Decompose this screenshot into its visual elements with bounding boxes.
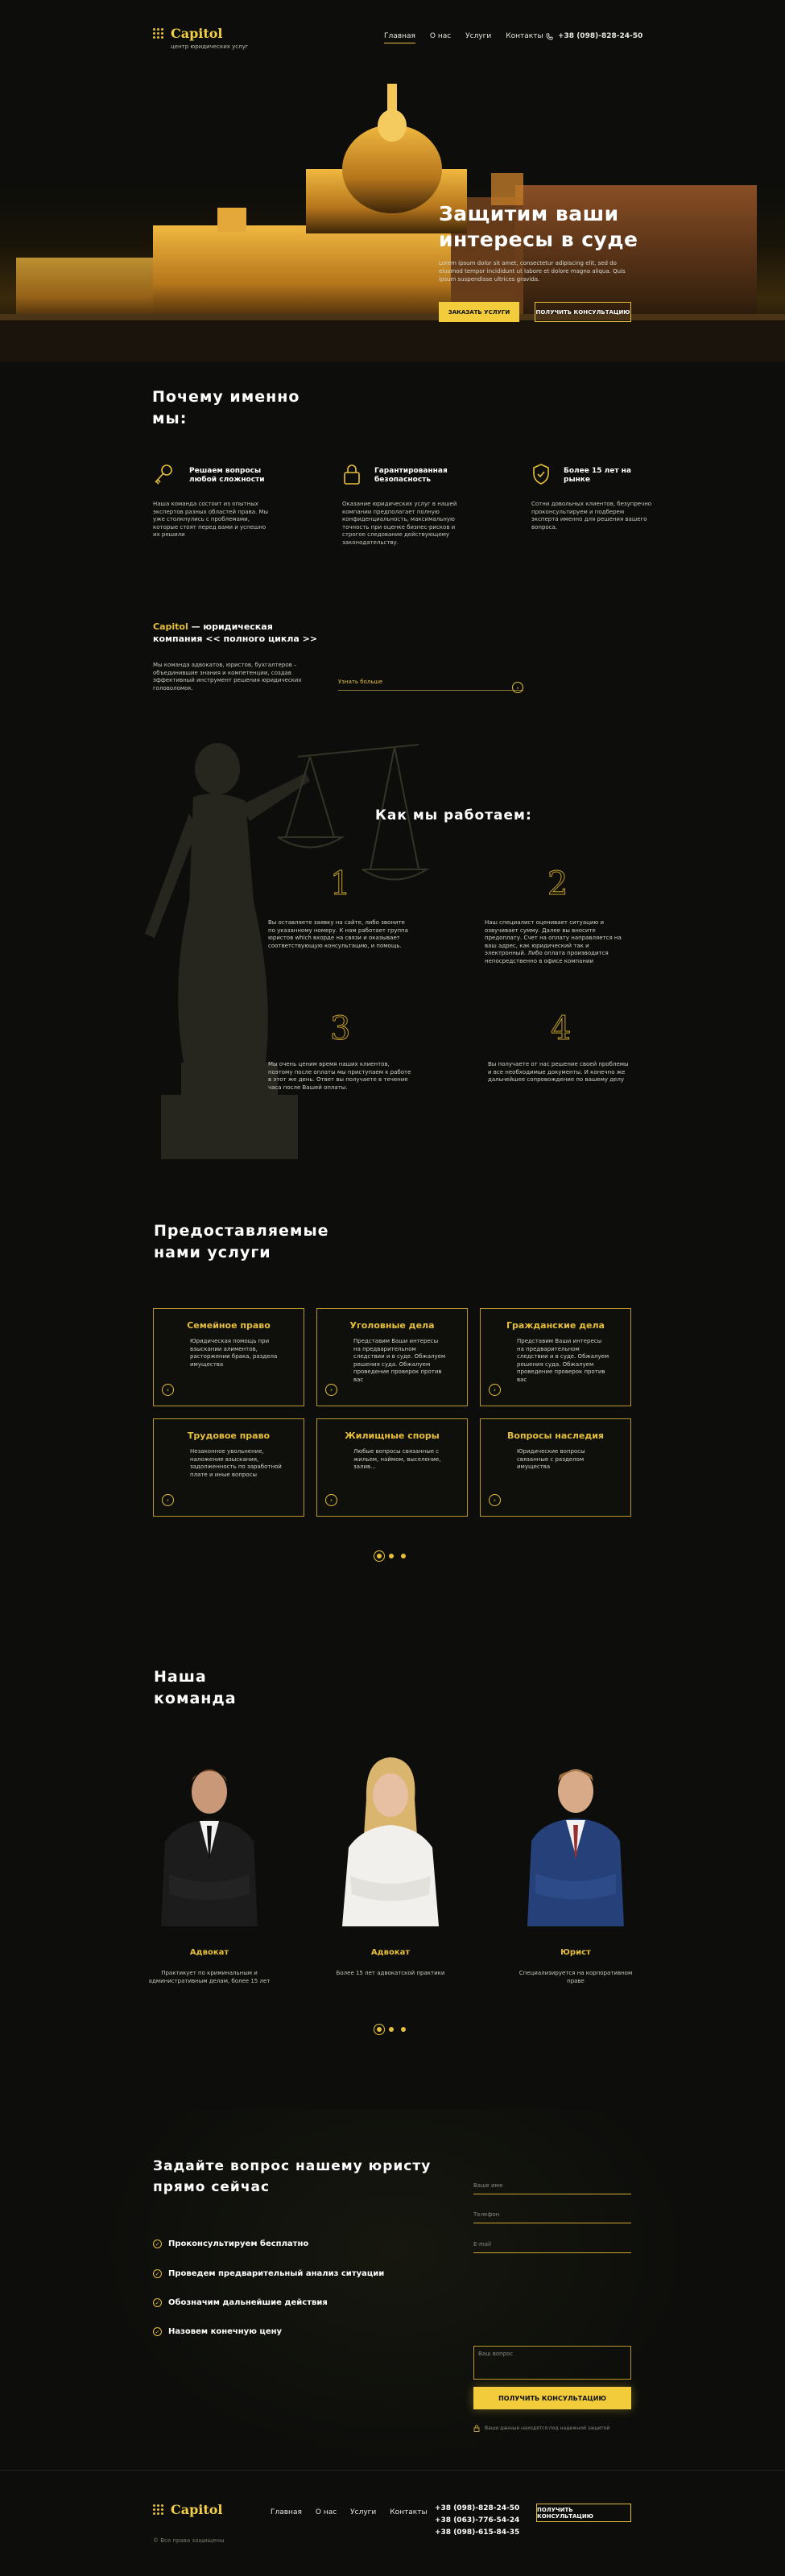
footer-nav [271,2508,428,2516]
benefit-item-4 [153,2327,282,2336]
service-card-title: Жилищные споры [345,1430,440,1441]
submit-consultation-button[interactable]: ПОЛУЧИТЬ КОНСУЛЬТАЦИЮ [473,2387,631,2409]
hero-title-line1: Защитим ваши [439,202,619,225]
email-field[interactable]: E-mail [473,2241,631,2253]
arrow-right-icon[interactable]: › [325,1494,337,1506]
pagination-dot[interactable] [389,1554,394,1558]
nav-services[interactable]: Услуги [465,32,492,40]
step-text-1: Вы оставляете заявку на сайте, либо звоните по указанному номеру. К нам работает группа юристов which вхорде на связи и оказывает соответствующую консультацию, и помощь. [268,919,408,949]
privacy-note [473,2425,609,2432]
service-card-title: Вопросы наследия [507,1430,604,1441]
check-icon: ✓ [153,2327,162,2336]
service-card-text: Любые вопросы связанные с жильем, наймом, выселение, залив... [353,1448,441,1470]
services-pagination [377,1554,406,1558]
footer-phone-3[interactable]: +38 (098)-615-84-35 [435,2529,520,2537]
lock-icon [342,463,362,485]
services-title [154,1220,329,1264]
footer-phones [435,2503,519,2539]
team-member-role-1: Адвокат [189,1948,229,1957]
team-title-line2: команда [154,1690,237,1707]
hero-title-line2: интересы в суде [439,228,638,251]
benefit-item-1 [153,2240,308,2248]
about-text: Мы команда адвокатов, юристов, бухгалтеров – объединившие знания и компетенции, создав эффективный инструмент решения юридических головоломок. [153,662,302,691]
team-photo-lawyer-2 [334,1751,447,1926]
service-card-inheritance[interactable] [480,1418,631,1517]
team-title-line1: Наша [154,1668,207,1686]
logo-subtitle: центр юридических услуг [171,43,249,50]
form-title-line2: прямо сейчас [153,2179,271,2195]
step-text-4: Вы получаете от нас решение своей проблемы и все необходимые документы. И конечно же дальнейшее сопровождение по вашему делу [488,1061,629,1083]
team-photo-lawyer-1 [153,1753,266,1926]
themis-statue-image [113,724,435,1191]
pagination-dot-active[interactable] [377,1554,382,1558]
service-card-title: Трудовое право [187,1430,271,1441]
arrow-right-icon[interactable]: › [162,1494,174,1506]
hero [0,72,785,362]
phone-field[interactable]: Телефон [473,2211,631,2223]
service-card-family[interactable] [153,1308,304,1406]
service-card-title: Семейное право [187,1320,271,1331]
benefit-label: Проконсультируем бесплатно [168,2240,309,2248]
nav-home[interactable]: Главная [384,32,415,43]
team-member-desc-2: Более 15 лет адвокатской практики [336,1970,445,1976]
copyright: © Все права защищены [153,2537,225,2544]
step-number-2: 2 [547,865,568,902]
arrow-right-icon[interactable]: › [489,1384,501,1396]
header-phone[interactable] [546,32,642,40]
main-nav [384,32,543,43]
feature-title-security: Гарантированная безопасность [374,467,448,484]
feature-text-security: Оказание юридических услуг в нашей компании предполагает полную конфиденциальность, максимальную точность при оценке бизнес-рисков и строгое следование действующему законодательству. [342,501,457,546]
about-title [153,621,317,645]
service-card-criminal[interactable] [316,1308,468,1406]
step-number-4: 4 [551,1010,572,1047]
benefit-item-3 [153,2298,328,2307]
service-card-civil[interactable] [480,1308,631,1406]
footer-nav-services[interactable]: Услуги [350,2508,377,2516]
key-icon [153,463,174,485]
lock-icon [473,2425,480,2432]
form-title [153,2156,431,2198]
step-number-1: 1 [330,865,351,902]
service-card-text: Незаконное увольнение, наложение взыскания, задолженность по заработной плате и иные вопросы [190,1448,282,1478]
how-title: Как мы работаем: [375,807,532,824]
learn-more-label: Узнать больше [338,679,383,685]
footer-logo[interactable] [153,2502,223,2517]
logo-name: Capitol [171,26,223,41]
pagination-dot[interactable] [389,2027,394,2032]
why-title [152,386,300,430]
why-title-line2: мы: [152,410,188,427]
footer-nav-contacts[interactable]: Контакты [390,2508,428,2516]
check-icon: ✓ [153,2240,162,2248]
arrow-right-icon[interactable]: › [325,1384,337,1396]
name-field[interactable]: Ваше имя [473,2182,631,2194]
service-card-labor[interactable] [153,1418,304,1517]
feature-title-experience: Более 15 лет на рынке [564,467,631,484]
phone-icon [546,33,553,40]
footer-nav-about[interactable]: О нас [315,2508,337,2516]
step-text-3: Мы очень ценим время наших клиентов, поэтому после оплаты мы приступаем к работе в этот же день. Ответ вы получаете в течение часа после Вашей оплаты. [268,1061,411,1091]
pagination-dot[interactable] [401,1554,406,1558]
services-title-line1: Предоставляемые [154,1222,329,1240]
footer-logo-name: Capitol [171,2502,223,2517]
footer-nav-home[interactable]: Главная [271,2508,302,2516]
pagination-dot[interactable] [401,2027,406,2032]
arrow-right-icon[interactable]: › [489,1494,501,1506]
logo-grid-icon [153,2504,164,2516]
service-card-title: Гражданские дела [506,1320,605,1331]
service-card-text: Юридические вопросы связанные с разделом имущества [517,1448,585,1470]
team-member-desc-1: Практикует по криминальным и административным делам, более 15 лет [148,1970,271,1984]
feature-text-experience: Сотни довольных клиентов, безупречно проконсультируем и подберем эксперта именно для решения вашего вопроса. [531,501,652,530]
footer-phone-1[interactable]: +38 (098)-828-24-50 [435,2504,520,2512]
arrow-right-icon[interactable]: › [162,1384,174,1396]
benefit-label: Проведем предварительный анализ ситуации [168,2269,385,2278]
form-title-line1: Задайте вопрос нашему юристу [153,2158,432,2174]
nav-about[interactable]: О нас [429,32,452,40]
order-services-button[interactable]: ЗАКАЗАТЬ УСЛУГИ [439,302,519,322]
step-number-3: 3 [330,1010,351,1047]
team-title [154,1666,237,1710]
pagination-dot-active[interactable] [377,2027,382,2032]
footer-consultation-button[interactable]: ПОЛУЧИТЬ КОНСУЛЬТАЦИЮ [536,2504,631,2522]
benefit-item-2 [153,2269,384,2278]
about-brand: Capitol [153,621,188,632]
services-title-line2: нами услуги [154,1244,271,1261]
service-card-title: Уголовные дела [349,1320,435,1331]
step-text-2: Наш специалист оценивает ситуацию и озвучивает сумму. Далее вы вносите предоплату. Счет на оплату направляется на ваш адрес, как юридический так и электронный. Либо оплата производится непосредственно в офисе компании [485,919,622,964]
service-card-text: Представим Ваши интересы на предварительном следствии и в суде. Обжалуем решения суда. Обжалуем проведение проверок против вас [353,1338,446,1383]
hero-title [439,201,638,253]
benefit-label: Назовем конечную цену [168,2327,283,2336]
team-member-role-2: Адвокат [370,1948,411,1957]
benefit-label: Обозначим дальнейшие действия [168,2298,328,2307]
check-icon: ✓ [153,2269,162,2278]
service-card-text: Представим Ваши интересы на предварительном следствии и в суде. Обжалуем решения суда. Обжалуем проведение проверок против вас [517,1338,609,1383]
team-member-role-3: Юрист [560,1948,591,1957]
hero-text: Lorem ipsum dolor sit amet, consectetur adipiscing elit, sed do eiusmod tempor incididunt ut labore et dolore magna aliqua. Quis ipsum suspendisse ultrices gravida. [439,260,626,283]
feature-text-complexity: Наша команда состоит из опытных экспертов разных областей права. Мы уже столкнулись с проблемами, которые стоят перед вами и успешно их решили [153,501,268,538]
team-pagination [377,2027,406,2032]
learn-more-arrow-icon[interactable]: › [512,682,523,693]
team-photo-lawyer-3 [519,1751,632,1926]
learn-more-link[interactable] [338,679,523,691]
logo[interactable] [153,26,223,41]
check-icon: ✓ [153,2298,162,2307]
about-title-line2: компания << полного цикла >> [153,634,318,644]
service-card-text: Юридическая помощь при взыскании алиментов, расторжении брака, раздела имущества [190,1338,278,1368]
privacy-text: Ваши данные находятся под надежной защитой [485,2425,610,2431]
question-textarea[interactable]: Ваш вопрос [473,2346,631,2380]
about-title-rest: — юридическая [191,621,273,632]
feature-title-complexity: Решаем вопросы любой сложности [189,467,265,484]
team-member-desc-3: Специализируется на корпоративном праве [519,1970,633,1984]
cathedral-image [0,72,785,362]
service-card-housing[interactable] [316,1418,468,1517]
nav-contacts[interactable]: Контакты [506,32,543,40]
consultation-button[interactable]: ПОЛУЧИТЬ КОНСУЛЬТАЦИЮ [535,302,631,322]
footer-phone-2[interactable]: +38 (063)-776-54-24 [435,2516,520,2524]
header-phone-number: +38 (098)-828-24-50 [558,32,643,40]
logo-grid-icon [153,28,164,39]
shield-icon [531,463,551,485]
footer-divider [0,2470,785,2471]
why-title-line1: Почему именно [152,388,300,406]
